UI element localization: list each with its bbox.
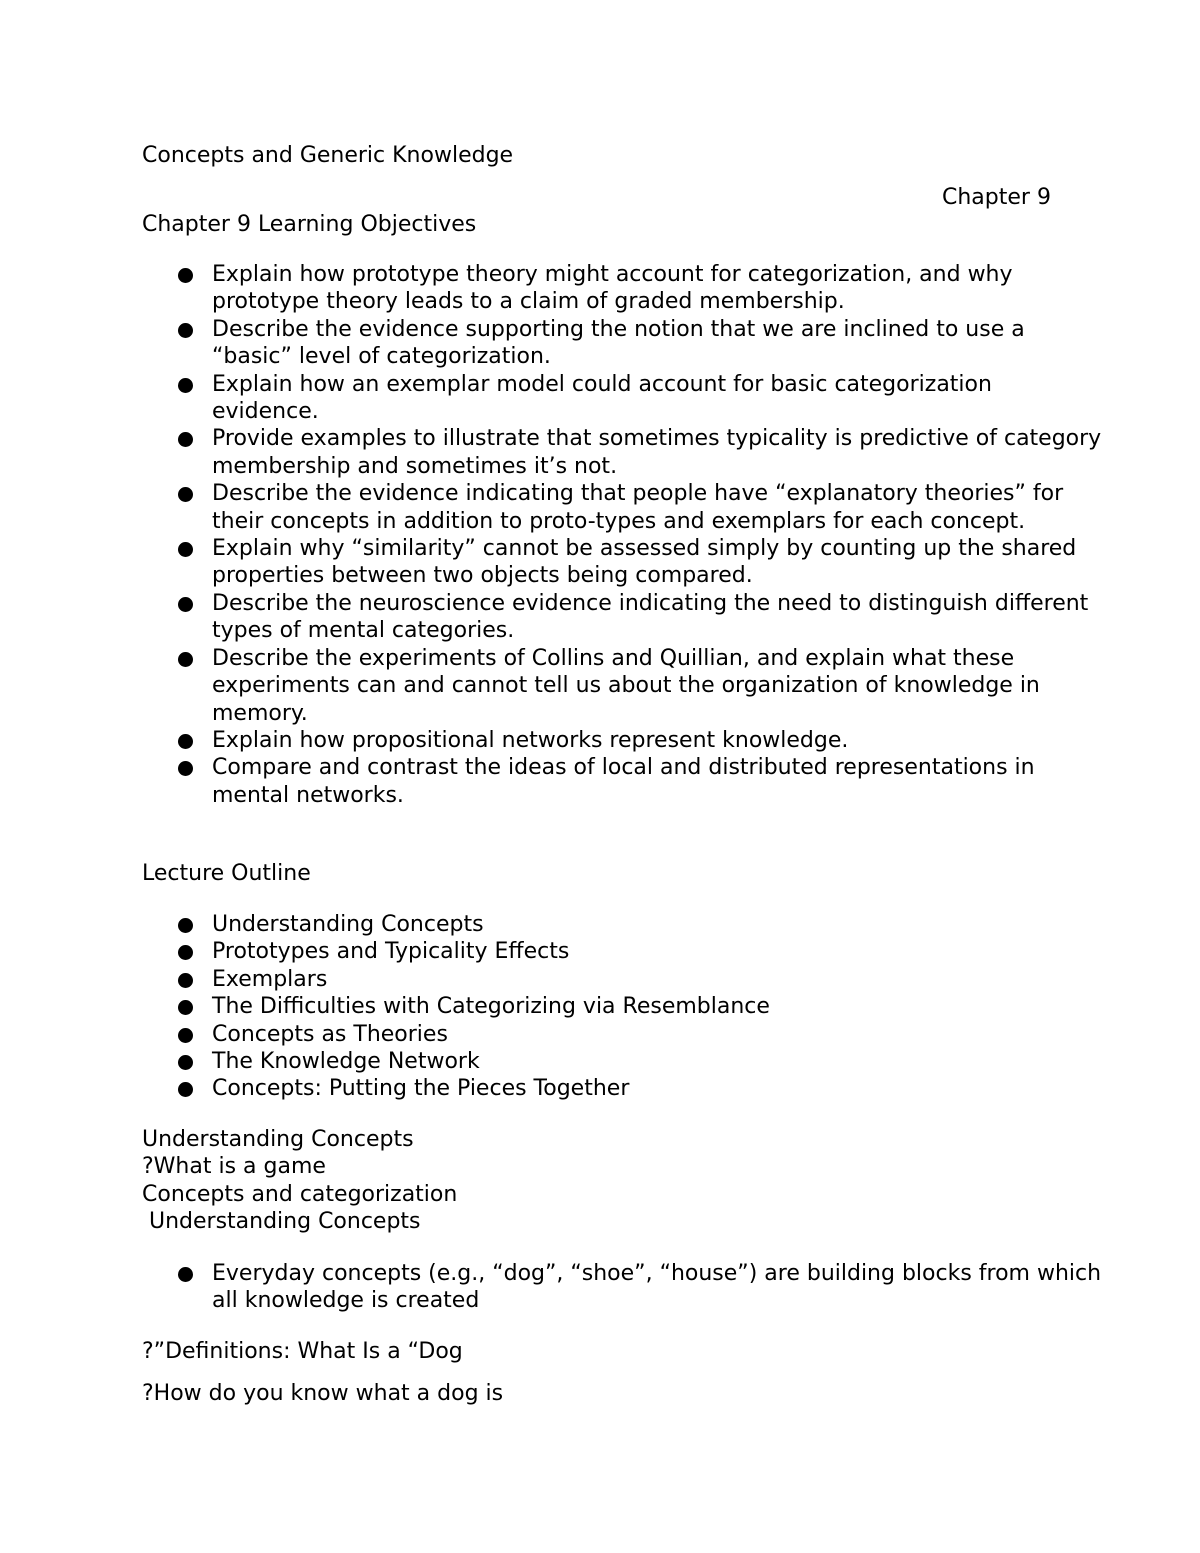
chapter-label: Chapter 9 [942, 185, 1051, 210]
outline-item [142, 1048, 1102, 1075]
outline-item [142, 911, 1102, 938]
objective-item [142, 261, 1102, 316]
objective-item-text: Explain why “similarity” cannot be assessed simply by counting up the shared properties between two objects being compared. [212, 536, 1077, 589]
objectives-list [142, 261, 1102, 809]
outline-item-text: The Difficulties with Categorizing via Resemblance [212, 994, 770, 1020]
outline-item-text: Concepts: Putting the Pieces Together [212, 1076, 630, 1102]
section-line: ?What is a game [142, 1154, 326, 1180]
objective-item-text: Describe the experiments of Collins and Quillian, and explain what these experiments can and cannot tell us about the organization of knowledge in memory. [212, 645, 1040, 726]
outline-item-text: Concepts as Theories [212, 1021, 448, 1047]
outline-item-text: Understanding Concepts [212, 912, 484, 937]
outline-item [142, 938, 1102, 965]
objective-item [142, 754, 1102, 809]
objective-item [142, 480, 1102, 535]
objective-item-text: Describe the evidence supporting the notion that we are inclined to use a “basic” level of categorization. [212, 316, 1025, 370]
section-line: Understanding Concepts [142, 1209, 421, 1235]
objective-item-text: Explain how prototype theory might account for categorization, and why prototype theory leads to a claim of graded membership. [212, 262, 1013, 315]
objective-item-text: Explain how propositional networks represent knowledge. [212, 727, 849, 753]
outline-item [142, 1075, 1102, 1102]
objective-item-text: Describe the neuroscience evidence indicating the need to distinguish different types of mental categories. [212, 590, 1089, 644]
bullet-icon [178, 542, 193, 557]
everyday-item [142, 1260, 1102, 1315]
bullet-icon [178, 1082, 193, 1097]
objectives-heading: Chapter 9 Learning Objectives [142, 212, 477, 237]
bullet-icon [178, 734, 193, 749]
section-lines [142, 1126, 457, 1236]
bullet-icon [178, 973, 193, 988]
objective-item [142, 425, 1102, 480]
bullet-icon [178, 1028, 193, 1043]
outline-item [142, 993, 1102, 1020]
outline-item-text: Exemplars [212, 966, 328, 992]
outline-item-text: Prototypes and Typicality Effects [212, 939, 570, 965]
bullet-icon [178, 1055, 193, 1070]
bullet-icon [178, 487, 193, 502]
objective-item [142, 316, 1102, 371]
document-title: Concepts and Generic Knowledge [142, 143, 514, 168]
objective-item-text: Compare and contrast the ideas of local and distributed representations in mental networks. [212, 755, 1035, 808]
outline-item-text: The Knowledge Network [212, 1049, 480, 1075]
outline-heading: Lecture Outline [142, 861, 311, 886]
objective-item [142, 371, 1102, 426]
bullet-icon [178, 432, 193, 447]
objective-item-text: Explain how an exemplar model could account for basic categorization evidence. [212, 371, 992, 425]
objective-item [142, 727, 1102, 754]
everyday-list [142, 1260, 1102, 1315]
bullet-icon [178, 323, 193, 338]
outline-list [142, 911, 1102, 1103]
objective-item [142, 645, 1102, 727]
objective-item-text: Provide examples to illustrate that sometimes typicality is predictive of category membership and sometimes it’s not. [212, 426, 1102, 479]
question-definitions: ?”Definitions: What Is a “Dog [142, 1339, 463, 1364]
objective-item [142, 535, 1102, 590]
objective-item-text: Describe the evidence indicating that people have “explanatory theories” for their concepts in addition to proto-types and exemplars for each concept. [212, 481, 1064, 534]
bullet-icon [178, 652, 193, 667]
outline-item [142, 966, 1102, 993]
bullet-icon [178, 268, 193, 283]
section-line: Concepts and categorization [142, 1181, 458, 1207]
bullet-icon [178, 1267, 193, 1282]
outline-item [142, 1021, 1102, 1048]
bullet-icon [178, 945, 193, 960]
objective-item [142, 590, 1102, 645]
everyday-item-text: Everyday concepts (e.g., “dog”, “shoe”, “house”) are building blocks from which all knowledge is created [212, 1261, 1102, 1314]
section-line: Understanding Concepts [142, 1127, 414, 1152]
bullet-icon [178, 597, 193, 612]
bullet-icon [178, 1000, 193, 1015]
bullet-icon [178, 918, 193, 933]
question-dog: ?How do you know what a dog is [142, 1381, 504, 1406]
bullet-icon [178, 378, 193, 393]
bullet-icon [178, 761, 193, 776]
